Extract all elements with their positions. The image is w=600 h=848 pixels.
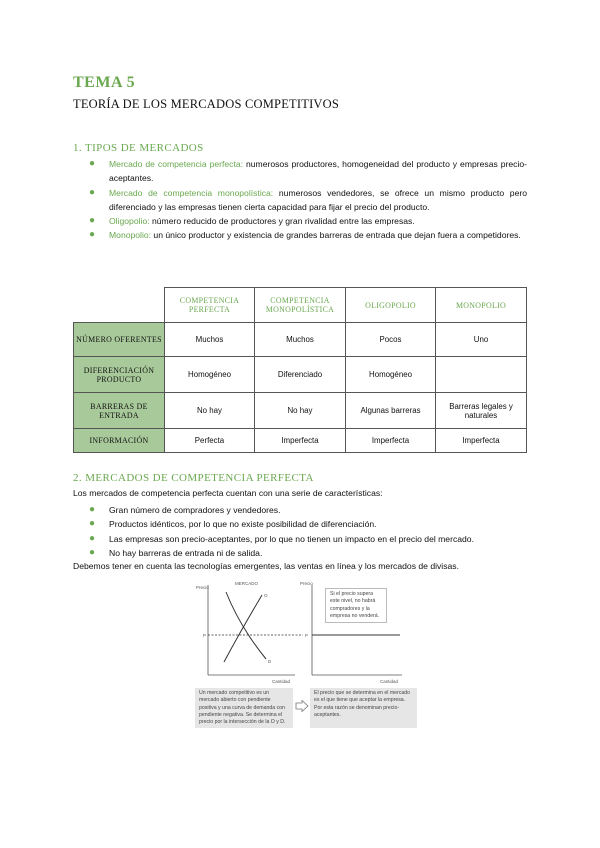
left-x-label: Cantidad: [272, 679, 291, 684]
table-cell: Homogéneo: [165, 357, 255, 393]
closing-paragraph: Debemos tener en cuenta las tecnologías emergentes, las ventas en línea y los mercados de divisas.: [73, 561, 459, 571]
table-cell: Uno: [436, 323, 527, 357]
list-text: Productos idénticos, por lo que no existe posibilidad de diferenciación.: [109, 519, 377, 530]
table-cell: Muchos: [255, 323, 346, 357]
table-cell: Imperfecta: [436, 429, 527, 453]
list-item: [89, 532, 527, 546]
caption-right: El precio que se determina en el mercado es el que tiene que aceptar la empresa. Por esta razón se denominan precio-aceptantes.: [310, 688, 417, 728]
table-cell: Diferenciado: [255, 357, 346, 393]
list-text: numerosos vendedores, se ofrece un mismo producto pero diferenciado y las empresas tienen cierta capacidad para fijar el precio del producto.: [109, 187, 527, 212]
table-header-cell: MONOPOLIO: [436, 288, 527, 323]
table-row-header: NÚMERO OFERENTES: [74, 323, 165, 357]
supply-curve-label: O: [264, 593, 268, 598]
table-cell: Muchos: [165, 323, 255, 357]
bullet-icon: ●: [89, 546, 96, 558]
bullet-icon: ●: [89, 504, 96, 515]
right-x-label: Cantidad: [380, 679, 399, 684]
table-header-cell: OLIGOPOLIO: [346, 288, 436, 323]
bullet-icon: ●: [89, 532, 96, 544]
page-subtitle: TEORÍA DE LOS MERCADOS COMPETITIVOS: [73, 97, 340, 111]
table-cell: Algunas barreras: [346, 393, 436, 429]
list-term: Oligopolio:: [109, 216, 150, 227]
table-cell: [436, 357, 527, 393]
list-item: [89, 503, 527, 517]
list-item: [89, 214, 527, 228]
market-types-list: [89, 157, 528, 243]
right-price-label: P: [305, 633, 309, 638]
list-term: Mercado de competencia perfecta:: [109, 159, 244, 169]
list-text: numerosos productores, homogeneidad del producto y empresas precio-aceptantes.: [109, 159, 528, 184]
table-row: [74, 393, 527, 429]
left-graph-title: MERCADO: [235, 581, 259, 586]
table-header-cell: COMPETENCIA MONOPOLÍSTICA: [255, 288, 346, 323]
list-text: número reducido de productores y gran rivalidad entre las empresas.: [149, 216, 415, 227]
list-term: Monopolio:: [109, 230, 152, 241]
list-text: un único productor y existencia de grandes barreras de entrada que dejan fuera a competidores.: [151, 230, 521, 241]
table-row: [74, 323, 527, 357]
bullet-icon: ●: [89, 215, 96, 227]
bullet-icon: ●: [89, 158, 96, 169]
section-heading-competencia-perfecta: 2. MERCADOS DE COMPETENCIA PERFECTA: [73, 472, 314, 484]
bullet-icon: ●: [89, 186, 96, 198]
table-cell: Perfecta: [165, 429, 255, 453]
table-cell: Pocos: [346, 323, 436, 357]
left-y-label: Precio: [196, 585, 209, 590]
table-row: [74, 357, 527, 393]
table-cell: Barreras legales y naturales: [436, 393, 527, 429]
table-row-header: INFORMACIÓN: [74, 429, 165, 453]
table-header-cell: COMPETENCIA PERFECTA: [165, 288, 255, 323]
table-cell: Imperfecta: [255, 429, 346, 453]
demand-curve-label: D: [268, 659, 272, 664]
characteristics-list: [89, 503, 527, 560]
list-item: [89, 157, 528, 186]
price-note-box: Si el precio supera este nivel, no habrá compradores y la empresa no venderá.: [325, 588, 387, 623]
list-item: [89, 228, 527, 242]
right-y-label: Precio: [300, 581, 313, 586]
bullet-icon: ●: [89, 229, 96, 241]
left-price-label: P: [203, 633, 207, 638]
table-cell: Imperfecta: [346, 429, 436, 453]
page-title: TEMA 5: [73, 74, 136, 91]
arrow-right-icon: [295, 700, 309, 712]
table-row-header: DIFERENCIACIÓN PRODUCTO: [74, 357, 165, 393]
bullet-icon: ●: [89, 518, 96, 530]
section-heading-tipos: 1. TIPOS DE MERCADOS: [73, 142, 204, 154]
list-term: Mercado de competencia monopolística:: [109, 187, 274, 198]
list-item: [89, 546, 527, 560]
demand-curve: [226, 592, 266, 659]
caption-left: Un mercado competitivo es un mercado abierto con pendiente positiva y una curva de demanda con pendiente negativa. Se determina el precio por la intersección de la O y D.: [195, 688, 293, 728]
table-corner-cell: [74, 288, 165, 323]
supply-curve: [224, 595, 262, 662]
table-cell: No hay: [255, 393, 346, 429]
table-row: [74, 429, 527, 453]
list-item: [89, 517, 527, 531]
list-text: Gran número de compradores y vendedores.: [109, 505, 281, 515]
list-text: No hay barreras de entrada ni de salida.: [109, 547, 263, 558]
list-item: [89, 186, 527, 215]
table-header-row: [74, 288, 527, 323]
market-comparison-table: [73, 287, 527, 453]
table-cell: Homogéneo: [346, 357, 436, 393]
table-row-header: BARRERAS DE ENTRADA: [74, 393, 165, 429]
section-intro-paragraph: Los mercados de competencia perfecta cuentan con una serie de características:: [73, 488, 383, 498]
table-cell: No hay: [165, 393, 255, 429]
list-text: Las empresas son precio-aceptantes, por lo que no tienen un impacto en el precio del mercado.: [109, 533, 474, 544]
